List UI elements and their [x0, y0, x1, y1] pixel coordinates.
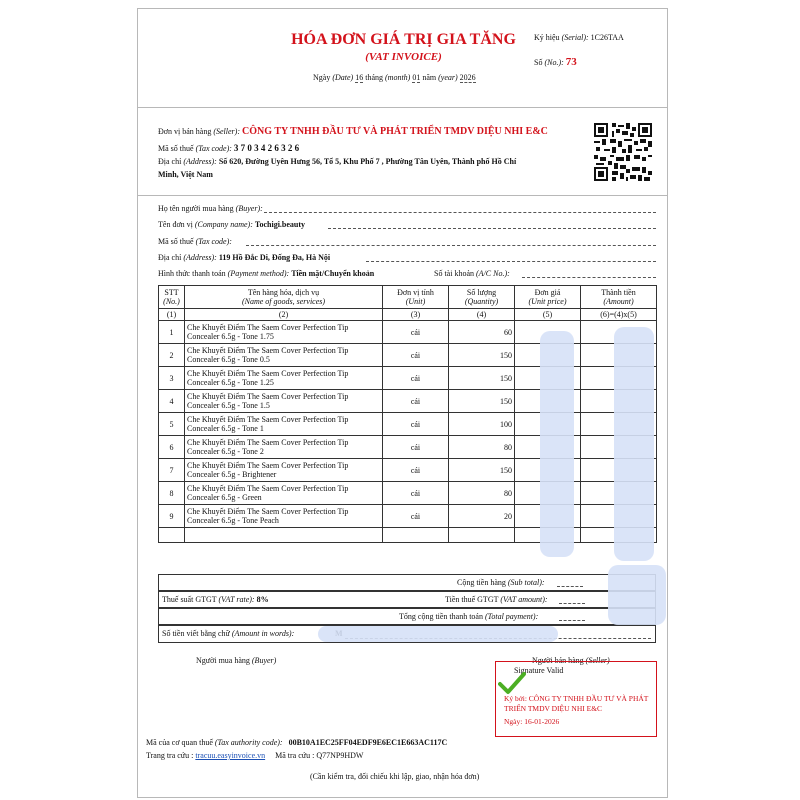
invoice-number: Số (No.): 73 [534, 56, 577, 68]
invoice-date: Ngày (Date) 16 tháng (month) 01 năm (year) 2026 [313, 73, 476, 82]
lookup-info: Trang tra cứu : tracuu.easyinvoice.vn Mã tra cứu : Q77NP9HDW [146, 751, 364, 760]
vat-row: Thuế suất GTGT (VAT rate): 8% Tiền thuế GTGT (VAT amount): [158, 591, 656, 608]
redacted-amount-words [318, 626, 558, 642]
amount-in-words-row: Số tiền viết bằng chữ (Amount in words): [158, 625, 656, 643]
seller-signature-label: Người bán hàng (Seller) [532, 656, 610, 665]
table-row: 2 Che Khuyết Điểm The Saem Cover Perfection Tip Concealer 6.5g - Tone 0.5 cái 150 [159, 344, 657, 367]
index-row: (1) (2) (3) (4) (5) (6)=(4)x(5) [159, 309, 657, 321]
items-table [158, 285, 657, 543]
table-row-empty [159, 528, 657, 543]
table-row: 8 Che Khuyết Điểm The Saem Cover Perfection Tip Concealer 6.5g - Green cái 80 [159, 482, 657, 505]
table-row: 4 Che Khuyết Điểm The Saem Cover Perfection Tip Concealer 6.5g - Tone 1.5 cái 150 [159, 390, 657, 413]
total-payment-row: Tổng cộng tiền thanh toán (Total payment): [158, 608, 656, 625]
table-row: 6 Che Khuyết Điểm The Saem Cover Perfection Tip Concealer 6.5g - Tone 2 cái 80 [159, 436, 657, 459]
header-no: STT (No.) [159, 286, 185, 309]
header-unit: Đơn vị tính (Unit) [383, 286, 449, 309]
table-row: 5 Che Khuyết Điểm The Saem Cover Perfection Tip Concealer 6.5g - Tone 1 cái 100 [159, 413, 657, 436]
payment-method: Hình thức thanh toán (Payment method): Tiền mặt/Chuyển khoản Số tài khoản (A/C No.): [158, 269, 656, 278]
header-name: Tên hàng hóa, dịch vụ (Name of goods, services) [185, 286, 383, 309]
checkmark-icon [498, 672, 526, 696]
invoice-subtitle: (VAT INVOICE) [365, 51, 442, 63]
buyer-company: Tên đơn vị (Company name): Tochigi.beauty [158, 220, 656, 229]
table-row: 7 Che Khuyết Điểm The Saem Cover Perfection Tip Concealer 6.5g - Brightener cái 150 [159, 459, 657, 482]
header-unit-price: Đơn giá (Unit price) [515, 286, 581, 309]
digital-signature-box: Signature Valid Ký bởi: CÔNG TY TNHH ĐẦU TƯ VÀ PHÁT TRIỂN TMDV DIỆU NHI E&C Ngày: 16-01-2026 [495, 661, 657, 737]
tax-authority-code: Mã của cơ quan thuế (Tax authority code): 00B10A1EC25FF04EDF9E6EC1E663AC117C [146, 738, 448, 747]
redacted-amount [614, 327, 654, 561]
seller-address-line2: Minh, Việt Nam [158, 170, 213, 179]
redacted-totals [608, 565, 666, 625]
table-row: 3 Che Khuyết Điểm The Saem Cover Perfection Tip Concealer 6.5g - Tone 1.25 cái 150 [159, 367, 657, 390]
table-header-row [159, 286, 657, 309]
lookup-link[interactable]: tracuu.easyinvoice.vn [195, 751, 266, 760]
qr-code [594, 123, 652, 181]
serial: Ký hiệu (Serial): 1C26TAA [534, 33, 624, 42]
seller-name: Đơn vị bán hàng (Seller): CÔNG TY TNHH ĐẦU TƯ VÀ PHÁT TRIỂN TMDV DIỆU NHI E&C [158, 126, 548, 137]
buyer-signature-label: Người mua hàng (Buyer) [196, 656, 277, 665]
header-amount: Thành tiền (Amount) [581, 286, 657, 309]
subtotal-row: Cộng tiền hàng (Sub total): [158, 574, 656, 591]
header-quantity: Số lượng (Quantity) [449, 286, 515, 309]
redacted-unit-price [540, 331, 574, 557]
footer-note: (Cần kiểm tra, đối chiếu khi lập, giao, nhận hóa đơn) [310, 772, 480, 781]
signature-valid: Signature Valid [514, 666, 564, 675]
buyer-name: Họ tên người mua hàng (Buyer): [158, 204, 656, 213]
seller-tax-code: Mã số thuế (Tax code): 3 7 0 3 4 2 6 3 2 6 [158, 143, 300, 153]
invoice-title: HÓA ĐƠN GIÁ TRỊ GIA TĂNG [291, 31, 516, 48]
buyer-tax-code: Mã số thuế (Tax code): [158, 237, 656, 246]
invoice-sheet [137, 8, 668, 798]
seller-address: Địa chỉ (Address): Số 620, Đường Uyên Hưng 56, Tổ 5, Khu Phố 7 , Phường Tân Uyên, Thành phố Hồ Chí [158, 157, 517, 166]
buyer-address: Địa chỉ (Address): 119 Hồ Đắc Di, Đống Đa, Hà Nội [158, 253, 656, 262]
table-row: 9 Che Khuyết Điểm The Saem Cover Perfection Tip Concealer 6.5g - Tone Peach cái 20 [159, 505, 657, 528]
table-row: 1 Che Khuyết Điểm The Saem Cover Perfection Tip Concealer 6.5g - Tone 1.75 cái 60 [159, 321, 657, 344]
